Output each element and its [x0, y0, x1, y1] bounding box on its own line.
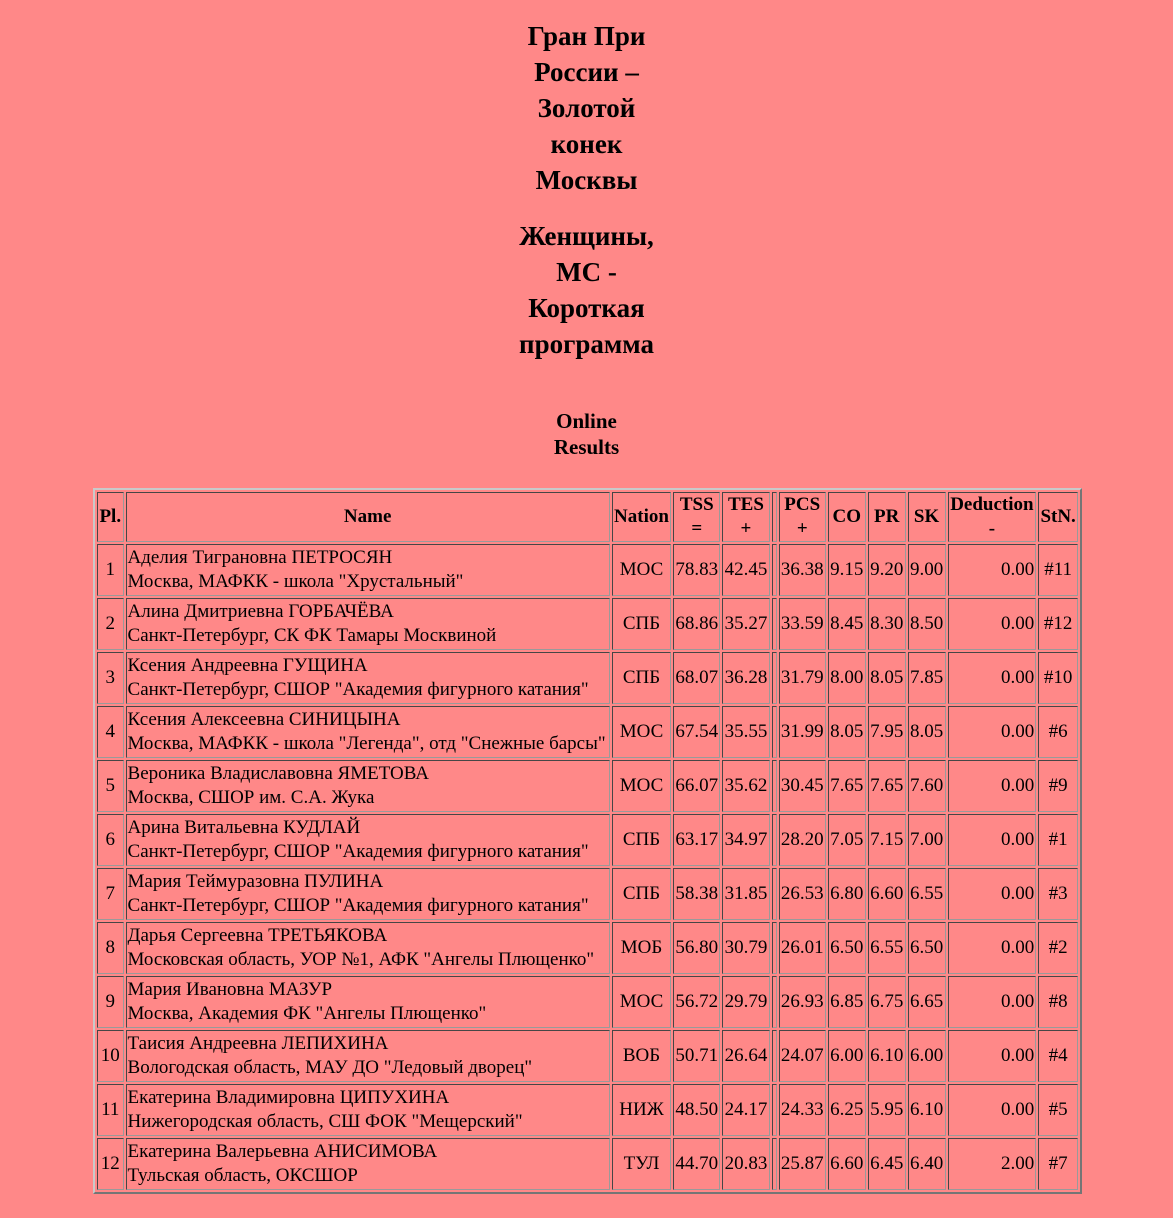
col-header-sk: SK: [908, 492, 946, 542]
results-table: [93, 488, 1082, 1194]
cell-pr: 6.75: [868, 976, 906, 1028]
col-header-pl: Pl.: [97, 492, 124, 542]
skater-club: Тульская область, ОКСШОР: [127, 1165, 358, 1186]
cell-tes: 31.85: [722, 868, 769, 920]
cell-tes: 30.79: [722, 922, 769, 974]
skater-name: Ксения Андреевна ГУЩИНА: [127, 655, 368, 676]
cell-stn: #8: [1038, 976, 1078, 1028]
cell-name: [126, 922, 610, 974]
online-line: Results: [553, 435, 620, 459]
tes-sub: +: [740, 518, 752, 539]
cell-sk: 9.00: [908, 544, 946, 596]
cell-gap: [772, 760, 777, 812]
skater-club: Москва, МАФКК - школа "Легенда", отд "Снежные барсы": [127, 733, 606, 754]
cell-place: 10: [97, 1030, 124, 1082]
skater-name: Таисия Андреевна ЛЕПИХИНА: [127, 1033, 389, 1054]
cell-sk: 8.50: [908, 598, 946, 650]
cell-co: 6.80: [828, 868, 866, 920]
skater-club: Москва, МАФКК - школа "Хрустальный": [127, 571, 464, 592]
cell-deduction: 0.00: [948, 760, 1037, 812]
col-header-pr: PR: [868, 492, 906, 542]
cell-tss: 56.80: [673, 922, 720, 974]
skater-name: Мария Теймуразовна ПУЛИНА: [127, 871, 384, 892]
cell-gap: [772, 1084, 777, 1136]
cell-gap: [772, 814, 777, 866]
cell-sk: 7.60: [908, 760, 946, 812]
title-line: Гран При: [527, 21, 646, 51]
cell-name: [126, 814, 610, 866]
pcs-sub: +: [796, 518, 808, 539]
title-line: Москвы: [535, 165, 638, 195]
cell-co: 7.05: [828, 814, 866, 866]
tss-label: TSS: [679, 494, 714, 515]
cell-pr: 6.55: [868, 922, 906, 974]
cell-tes: 26.64: [722, 1030, 769, 1082]
cell-tss: 58.38: [673, 868, 720, 920]
cell-tss: 50.71: [673, 1030, 720, 1082]
cell-tes: 29.79: [722, 976, 769, 1028]
cell-deduction: 0.00: [948, 1084, 1037, 1136]
cell-co: 6.50: [828, 922, 866, 974]
skater-name: Аделия Тиграновна ПЕТРОСЯН: [127, 547, 393, 568]
cell-tss: 78.83: [673, 544, 720, 596]
table-row: [97, 868, 1078, 920]
cell-co: 8.00: [828, 652, 866, 704]
skater-club: Санкт-Петербург, СК ФК Тамары Москвиной: [127, 625, 497, 646]
cell-place: 12: [97, 1138, 124, 1190]
skater-name: Алина Дмитриевна ГОРБАЧЁВА: [127, 601, 394, 622]
col-header-gap: [772, 492, 777, 542]
cell-pr: 6.60: [868, 868, 906, 920]
cell-stn: #3: [1038, 868, 1078, 920]
table-row: [97, 1084, 1078, 1136]
cell-pcs: 30.45: [779, 760, 826, 812]
cell-place: 3: [97, 652, 124, 704]
skater-name: Екатерина Валерьевна АНИСИМОВА: [127, 1141, 438, 1162]
cell-place: 7: [97, 868, 124, 920]
cell-tss: 48.50: [673, 1084, 720, 1136]
cell-tes: 24.17: [722, 1084, 769, 1136]
table-row: [97, 598, 1078, 650]
event-title: [487, 218, 687, 362]
cell-tes: 20.83: [722, 1138, 769, 1190]
cell-name: [126, 544, 610, 596]
skater-club: Санкт-Петербург, СШОР "Академия фигурного катания": [127, 895, 589, 916]
cell-name: [126, 868, 610, 920]
col-header-pcs: [779, 492, 826, 542]
cell-nation: МОС: [612, 760, 671, 812]
col-header-name: Name: [126, 492, 610, 542]
cell-pcs: 24.33: [779, 1084, 826, 1136]
col-header-nation: Nation: [612, 492, 671, 542]
cell-pr: 5.95: [868, 1084, 906, 1136]
table-row: [97, 652, 1078, 704]
cell-nation: МОС: [612, 544, 671, 596]
event-line: Короткая: [528, 293, 645, 323]
cell-gap: [772, 544, 777, 596]
cell-nation: МОС: [612, 976, 671, 1028]
cell-tes: 35.27: [722, 598, 769, 650]
deduction-sub: -: [988, 518, 996, 539]
cell-nation: НИЖ: [612, 1084, 671, 1136]
cell-stn: #9: [1038, 760, 1078, 812]
skater-name: Екатерина Владимировна ЦИПУХИНА: [127, 1087, 450, 1108]
cell-deduction: 0.00: [948, 868, 1037, 920]
cell-deduction: 0.00: [948, 976, 1037, 1028]
cell-place: 9: [97, 976, 124, 1028]
cell-tss: 66.07: [673, 760, 720, 812]
col-header-tss: [673, 492, 720, 542]
cell-place: 6: [97, 814, 124, 866]
tss-sub: =: [691, 518, 703, 539]
cell-tss: 68.07: [673, 652, 720, 704]
cell-place: 11: [97, 1084, 124, 1136]
skater-club: Санкт-Петербург, СШОР "Академия фигурного катания": [127, 679, 589, 700]
competition-title: [487, 18, 687, 198]
cell-pr: 8.05: [868, 652, 906, 704]
cell-tss: 67.54: [673, 706, 720, 758]
skater-club: Москва, СШОР им. С.А. Жука: [127, 787, 375, 808]
cell-stn: #11: [1038, 544, 1078, 596]
col-header-co: CO: [828, 492, 866, 542]
cell-pr: 6.10: [868, 1030, 906, 1082]
cell-pr: 7.95: [868, 706, 906, 758]
table-row: [97, 706, 1078, 758]
col-header-deduction: [948, 492, 1037, 542]
title-line: конек: [550, 129, 623, 159]
online-line: Online: [556, 409, 617, 433]
table-header-row: [97, 492, 1078, 542]
cell-tes: 35.55: [722, 706, 769, 758]
cell-gap: [772, 976, 777, 1028]
cell-tes: 42.45: [722, 544, 769, 596]
table-row: [97, 1030, 1078, 1082]
skater-name: Ксения Алексеевна СИНИЦЫНА: [127, 709, 401, 730]
online-results-heading: [487, 408, 687, 460]
cell-gap: [772, 598, 777, 650]
cell-tss: 63.17: [673, 814, 720, 866]
cell-deduction: 0.00: [948, 544, 1037, 596]
cell-name: [126, 976, 610, 1028]
cell-deduction: 0.00: [948, 814, 1037, 866]
cell-stn: #6: [1038, 706, 1078, 758]
cell-co: 8.45: [828, 598, 866, 650]
cell-pcs: 26.93: [779, 976, 826, 1028]
event-line: Женщины,: [519, 221, 654, 251]
deduction-label: Deduction: [950, 494, 1034, 515]
cell-name: [126, 1138, 610, 1190]
cell-nation: МОБ: [612, 922, 671, 974]
cell-gap: [772, 706, 777, 758]
cell-pcs: 26.53: [779, 868, 826, 920]
cell-pcs: 25.87: [779, 1138, 826, 1190]
cell-sk: 6.00: [908, 1030, 946, 1082]
cell-deduction: 0.00: [948, 706, 1037, 758]
cell-gap: [772, 1030, 777, 1082]
cell-sk: 6.50: [908, 922, 946, 974]
cell-stn: #1: [1038, 814, 1078, 866]
cell-place: 1: [97, 544, 124, 596]
cell-tss: 56.72: [673, 976, 720, 1028]
tes-label: TES: [727, 494, 764, 515]
cell-pcs: 31.79: [779, 652, 826, 704]
cell-sk: 6.55: [908, 868, 946, 920]
cell-stn: #5: [1038, 1084, 1078, 1136]
cell-nation: СПБ: [612, 814, 671, 866]
cell-stn: #10: [1038, 652, 1078, 704]
skater-name: Мария Ивановна МАЗУР: [127, 979, 333, 1000]
cell-deduction: 0.00: [948, 922, 1037, 974]
cell-nation: СПБ: [612, 652, 671, 704]
table-row: [97, 814, 1078, 866]
cell-pcs: 36.38: [779, 544, 826, 596]
cell-gap: [772, 868, 777, 920]
cell-place: 8: [97, 922, 124, 974]
cell-name: [126, 1084, 610, 1136]
cell-co: 9.15: [828, 544, 866, 596]
title-line: Золотой: [537, 93, 636, 123]
cell-pr: 9.20: [868, 544, 906, 596]
skater-club: Москва, Академия ФК "Ангелы Плющенко": [127, 1003, 487, 1024]
cell-co: 8.05: [828, 706, 866, 758]
cell-co: 6.60: [828, 1138, 866, 1190]
cell-co: 7.65: [828, 760, 866, 812]
col-header-tes: [722, 492, 769, 542]
cell-sk: 6.65: [908, 976, 946, 1028]
cell-tss: 44.70: [673, 1138, 720, 1190]
cell-name: [126, 706, 610, 758]
cell-sk: 8.05: [908, 706, 946, 758]
cell-pr: 6.45: [868, 1138, 906, 1190]
cell-nation: СПБ: [612, 868, 671, 920]
cell-nation: СПБ: [612, 598, 671, 650]
cell-name: [126, 598, 610, 650]
skater-club: Вологодская область, МАУ ДО "Ледовый дворец": [127, 1057, 533, 1078]
cell-tss: 68.86: [673, 598, 720, 650]
col-header-stn: StN.: [1038, 492, 1078, 542]
table-row: [97, 1138, 1078, 1190]
cell-place: 5: [97, 760, 124, 812]
cell-pr: 7.65: [868, 760, 906, 812]
cell-gap: [772, 652, 777, 704]
event-line: МС -: [556, 257, 617, 287]
cell-sk: 7.85: [908, 652, 946, 704]
cell-co: 6.00: [828, 1030, 866, 1082]
cell-co: 6.85: [828, 976, 866, 1028]
cell-nation: МОС: [612, 706, 671, 758]
cell-tes: 35.62: [722, 760, 769, 812]
cell-place: 4: [97, 706, 124, 758]
skater-club: Нижегородская область, СШ ФОК "Мещерский": [127, 1111, 523, 1132]
cell-deduction: 2.00: [948, 1138, 1037, 1190]
cell-pcs: 31.99: [779, 706, 826, 758]
cell-name: [126, 1030, 610, 1082]
cell-tes: 36.28: [722, 652, 769, 704]
pcs-label: PCS: [784, 494, 821, 515]
cell-place: 2: [97, 598, 124, 650]
cell-nation: ВОБ: [612, 1030, 671, 1082]
cell-sk: 6.40: [908, 1138, 946, 1190]
cell-tes: 34.97: [722, 814, 769, 866]
event-line: программа: [519, 329, 654, 359]
skater-name: Арина Витальевна КУДЛАЙ: [127, 817, 361, 838]
cell-pcs: 26.01: [779, 922, 826, 974]
cell-gap: [772, 1138, 777, 1190]
cell-deduction: 0.00: [948, 1030, 1037, 1082]
cell-nation: ТУЛ: [612, 1138, 671, 1190]
skater-club: Московская область, УОР №1, АФК "Ангелы Плющенко": [127, 949, 595, 970]
table-row: [97, 922, 1078, 974]
cell-sk: 6.10: [908, 1084, 946, 1136]
cell-stn: #12: [1038, 598, 1078, 650]
cell-co: 6.25: [828, 1084, 866, 1136]
cell-pr: 8.30: [868, 598, 906, 650]
cell-pcs: 33.59: [779, 598, 826, 650]
table-row: [97, 760, 1078, 812]
skater-name: Дарья Сергеевна ТРЕТЬЯКОВА: [127, 925, 388, 946]
cell-pr: 7.15: [868, 814, 906, 866]
cell-gap: [772, 922, 777, 974]
skater-club: Санкт-Петербург, СШОР "Академия фигурного катания": [127, 841, 589, 862]
cell-deduction: 0.00: [948, 652, 1037, 704]
cell-deduction: 0.00: [948, 598, 1037, 650]
table-row: [97, 976, 1078, 1028]
cell-name: [126, 652, 610, 704]
table-row: [97, 544, 1078, 596]
skater-name: Вероника Владиславовна ЯМЕТОВА: [127, 763, 429, 784]
title-line: России –: [534, 57, 639, 87]
cell-stn: #4: [1038, 1030, 1078, 1082]
cell-stn: #2: [1038, 922, 1078, 974]
cell-name: [126, 760, 610, 812]
cell-pcs: 28.20: [779, 814, 826, 866]
cell-pcs: 24.07: [779, 1030, 826, 1082]
cell-stn: #7: [1038, 1138, 1078, 1190]
cell-sk: 7.00: [908, 814, 946, 866]
